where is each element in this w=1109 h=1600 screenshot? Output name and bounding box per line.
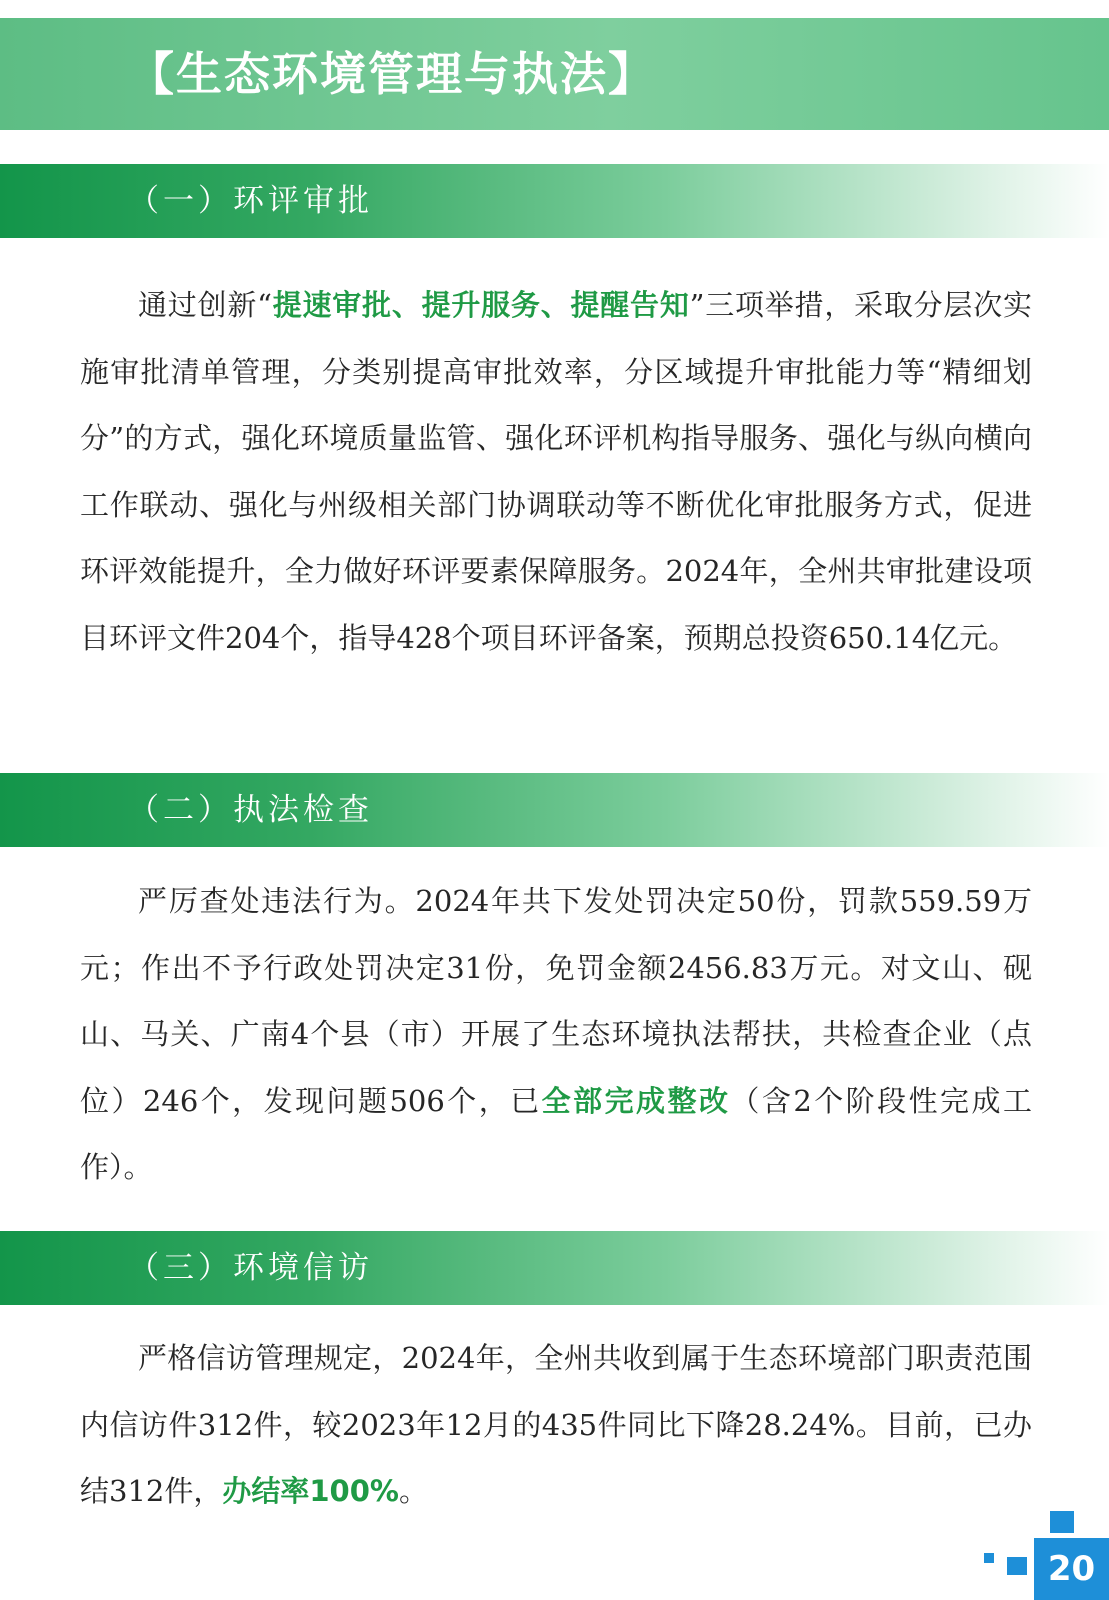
decor-square xyxy=(1050,1511,1074,1533)
section-title: （一）环评审批 xyxy=(128,183,373,219)
paragraph-text: 通过创新“ xyxy=(138,288,272,322)
paragraph-law-enforcement xyxy=(80,868,1032,1201)
paragraph-text: （含2个阶段性完成工作）。 xyxy=(80,1083,1032,1184)
section-title: （三）环境信访 xyxy=(128,1250,373,1286)
paragraph-text: 。 xyxy=(398,1474,428,1508)
section-title: （二）执法检查 xyxy=(128,792,373,828)
page-number: 20 xyxy=(1034,1538,1109,1600)
decor-square xyxy=(984,1553,994,1563)
paragraph-text: 严厉查处违法行为。2024年共下发处罚决定50份，罚款559.59万元；作出不予行政处罚决定31份，免罚金额2456.83万元。对文山、砚山、马关、广南4个县（市）开展了生态环境执法帮扶，共检查企业（点位）246个，发现问题506个，已 xyxy=(80,884,1032,1118)
section-header-petitions xyxy=(0,1231,1109,1305)
paragraph-petitions xyxy=(80,1325,1032,1525)
paragraph-text: 严格信访管理规定，2024年，全州共收到属于生态环境部门职责范围内信访件312件，较2023年12月的435件同比下降28.24%。目前，已办结312件， xyxy=(80,1341,1032,1508)
paragraph-eia-approval xyxy=(80,272,1032,671)
highlighted-text: 提速审批、提升服务、提醒告知 xyxy=(271,288,690,322)
section-header-eia-approval xyxy=(0,164,1109,238)
paragraph-text: ”三项举措，采取分层次实施审批清单管理，分类别提高审批效率，分区域提升审批能力等“精细划分”的方式，强化环境质量监管、强化环评机构指导服务、强化与纵向横向工作联动、强化与州级相关部门协调联动等不断优化审批服务方式，促进环评效能提升，全力做好环评要素保障服务。2024年，全州共审批建设项目环评文件204个，指导428个项目环评备案，预期总投资650.14亿元。 xyxy=(80,288,1032,655)
decor-square xyxy=(1007,1557,1027,1575)
section-header-law-enforcement xyxy=(0,773,1109,847)
highlighted-text: 全部完成整改 xyxy=(541,1083,731,1118)
highlighted-text: 办结率100% xyxy=(222,1474,399,1508)
chapter-title: 【生态环境管理与执法】 xyxy=(128,47,656,101)
